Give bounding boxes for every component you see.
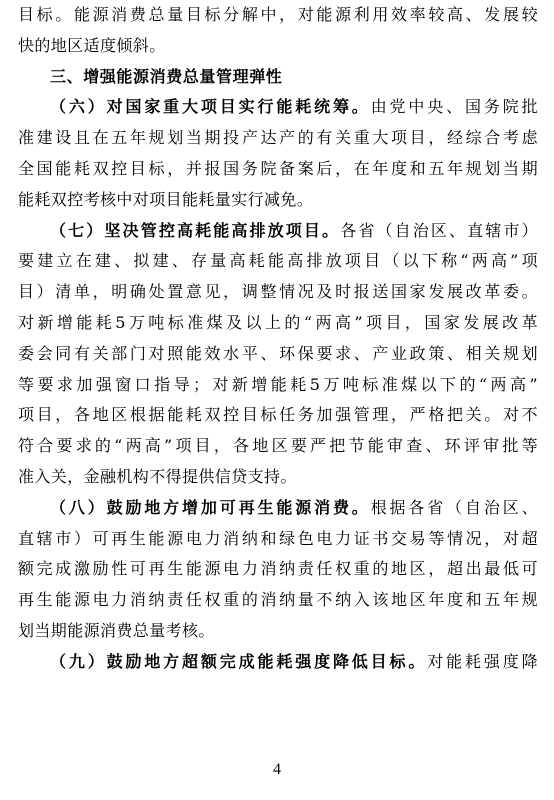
line-text: 准建设且在五年规划当期投产达产的有关重大项目，经综合考虑: [18, 128, 538, 148]
line-text: 对能耗强度降: [427, 651, 538, 671]
text-line: [18, 185, 538, 216]
text-line: [18, 554, 538, 585]
text-line: [18, 123, 538, 154]
line-text: 要建立在建、拟建、存量高耗能高排放项目（以下称“两高”项: [18, 251, 538, 271]
line-text: 各省（自治区、直辖市）: [340, 220, 538, 240]
line-text: 委会同有关部门对照能效水平、环保要求、产业政策、相关规划: [18, 343, 538, 363]
line-text: 符合要求的“两高”项目，各地区要严把节能审查、环评审批等: [18, 436, 538, 456]
text-line: [18, 246, 538, 277]
text-line: [18, 277, 538, 308]
line-text: 快的地区适度倾斜。: [18, 35, 166, 55]
line-text: 额完成激励性可再生能源电力消纳责任权重的地区，超出最低可: [18, 559, 538, 579]
text-line: [18, 400, 538, 431]
text-line: [18, 370, 538, 401]
document-body: [18, 0, 538, 678]
line-text: 目）清单，明确处置意见，调整情况及时报送国家发展改革委。: [18, 282, 538, 302]
line-text: 直辖市）可再生能源电力消纳和绿色电力证书交易等情况，对超: [18, 528, 538, 548]
text-line: [18, 339, 538, 370]
paragraph-lead: （九）鼓励地方超额完成能耗强度降低目标。: [50, 651, 428, 671]
line-text: 再生能源电力消纳责任权重的消纳量不纳入该地区年度和五年规: [18, 590, 538, 610]
text-line: [18, 585, 538, 616]
paragraph-lead: （六）对国家重大项目实行能耗统筹。: [50, 97, 371, 117]
text-line: [18, 647, 538, 678]
text-line: [18, 616, 538, 647]
paragraph-lead: （七）坚决管控高耗能高排放项目。: [50, 220, 341, 240]
line-text: 根据各省（自治区、: [370, 497, 538, 517]
line-text: 全国能耗双控目标，并报国务院备案后，在年度和五年规划当期: [18, 158, 538, 178]
line-text: 项目，各地区根据能耗双控目标任务加强管理，严格把关。对不: [18, 405, 538, 425]
page-number: 4: [273, 761, 281, 778]
line-text: 对新增能耗5万吨标准煤及以上的“两高”项目，国家发展改革: [18, 312, 538, 332]
text-line: [18, 308, 538, 339]
section-heading: [18, 62, 538, 93]
line-text: 划当期能源消费总量考核。: [18, 620, 215, 640]
line-text: 能耗双控考核中对项目能耗量实行减免。: [18, 189, 314, 209]
text-line: [18, 493, 538, 524]
line-text: 目标。能源消费总量目标分解中，对能源利用效率较高、发展较: [18, 5, 538, 24]
text-line: [18, 92, 538, 123]
text-line: [18, 462, 538, 493]
text-line: [18, 0, 538, 31]
text-line: [18, 31, 538, 62]
text-line: [18, 431, 538, 462]
line-text: 准入关，金融机构不得提供信贷支持。: [18, 466, 297, 486]
line-text: 由党中央、国务院批: [370, 97, 538, 117]
line-text: 三、增强能源消费总量管理弹性: [50, 66, 283, 86]
text-line: [18, 524, 538, 555]
paragraph-lead: （八）鼓励地方增加可再生能源消费。: [50, 497, 371, 517]
line-text: 等要求加强窗口指导；对新增能耗5万吨标准煤以下的“两高”: [18, 374, 538, 394]
text-line: [18, 154, 538, 185]
text-line: [18, 216, 538, 247]
